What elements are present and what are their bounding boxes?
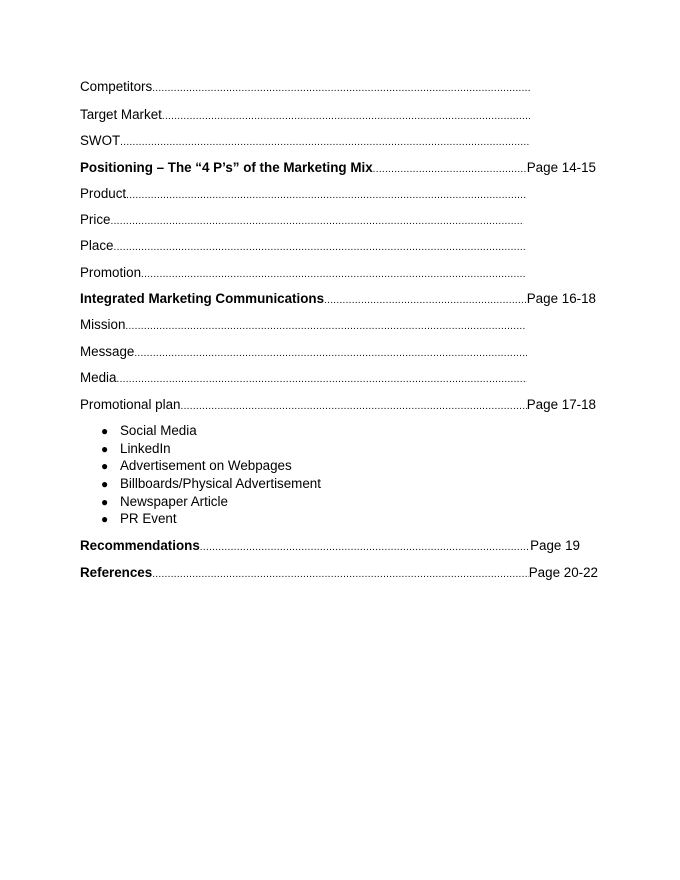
promotional-plan-bullet-list	[80, 422, 501, 528]
list-item: ● Advertisement on Webpages	[101, 457, 501, 475]
list-item: ● Newspaper Article	[101, 493, 501, 511]
list-item: ● PR Event	[101, 510, 501, 528]
toc-leader-dots	[181, 399, 527, 415]
toc-leader-dots	[200, 540, 530, 556]
toc-label: SWOT	[80, 133, 121, 148]
toc-leader-dots	[162, 109, 530, 125]
bullet-icon: ●	[101, 512, 109, 527]
toc-row-swot[interactable]	[80, 133, 530, 151]
toc-label: Promotion	[80, 265, 142, 280]
toc-leader-dots	[126, 188, 527, 204]
toc-row-promotion[interactable]	[80, 265, 525, 283]
toc-leader-dots	[114, 240, 528, 256]
toc-leader-dots	[134, 346, 527, 362]
bullet-icon: ●	[101, 424, 109, 438]
toc-leader-dots	[116, 372, 527, 388]
toc-row-place[interactable]	[80, 238, 527, 256]
list-item: ● Billboards/Physical Advertisement	[101, 475, 501, 493]
toc-leader-dots	[373, 162, 527, 178]
toc-leader-dots	[152, 81, 530, 97]
toc-page-number: Page 17-18	[526, 397, 596, 412]
bullet-icon: ●	[101, 441, 109, 456]
toc-row-price[interactable]	[80, 212, 524, 230]
toc-row-product[interactable]	[80, 186, 527, 204]
toc-leader-dots	[120, 135, 530, 151]
list-item: ● Social Media	[101, 422, 501, 440]
toc-row-imc[interactable]	[80, 291, 596, 309]
toc-row-message[interactable]	[80, 344, 527, 362]
toc-leader-dots	[111, 214, 524, 230]
toc-row-target-market[interactable]	[80, 107, 530, 125]
toc-label: Place	[80, 238, 114, 253]
toc-label: Mission	[80, 317, 126, 332]
toc-label: Price	[80, 212, 111, 227]
toc-label: Integrated Marketing Communications	[80, 291, 325, 306]
toc-label: Product	[80, 186, 127, 201]
toc-label: Promotional plan	[80, 397, 181, 412]
toc-label: Recommendations	[80, 538, 200, 553]
toc-row-competitors[interactable]	[80, 79, 530, 97]
toc-label: Media	[80, 370, 117, 385]
toc-label: Competitors	[80, 79, 153, 94]
toc-leader-dots	[324, 293, 527, 309]
toc-row-media[interactable]	[80, 370, 527, 388]
toc-label: Target Market	[80, 107, 162, 122]
toc-page-number: Page 14-15	[526, 160, 596, 175]
list-item: ● LinkedIn	[101, 440, 501, 458]
toc-leader-dots	[125, 319, 525, 335]
toc-row-promotional-plan[interactable]	[80, 397, 596, 415]
toc-label: References	[80, 565, 153, 580]
toc-leader-dots	[152, 567, 529, 583]
bullet-icon: ●	[101, 477, 109, 492]
toc-row-recommendations[interactable]	[80, 538, 580, 556]
toc-label: Message	[80, 344, 135, 359]
bullet-icon: ●	[101, 459, 109, 474]
toc-row-references[interactable]	[80, 565, 598, 583]
toc-page-number: Page 20-22	[528, 565, 598, 580]
bullet-icon: ●	[101, 494, 109, 509]
toc-label: Positioning – The “4 P’s” of the Marketing Mix	[80, 160, 373, 175]
toc-leader-dots	[141, 267, 525, 283]
toc-row-positioning[interactable]	[80, 160, 596, 178]
toc-row-mission[interactable]	[80, 317, 525, 335]
toc-page-number: Page 19	[530, 538, 580, 553]
toc-page-number: Page 16-18	[526, 291, 596, 306]
